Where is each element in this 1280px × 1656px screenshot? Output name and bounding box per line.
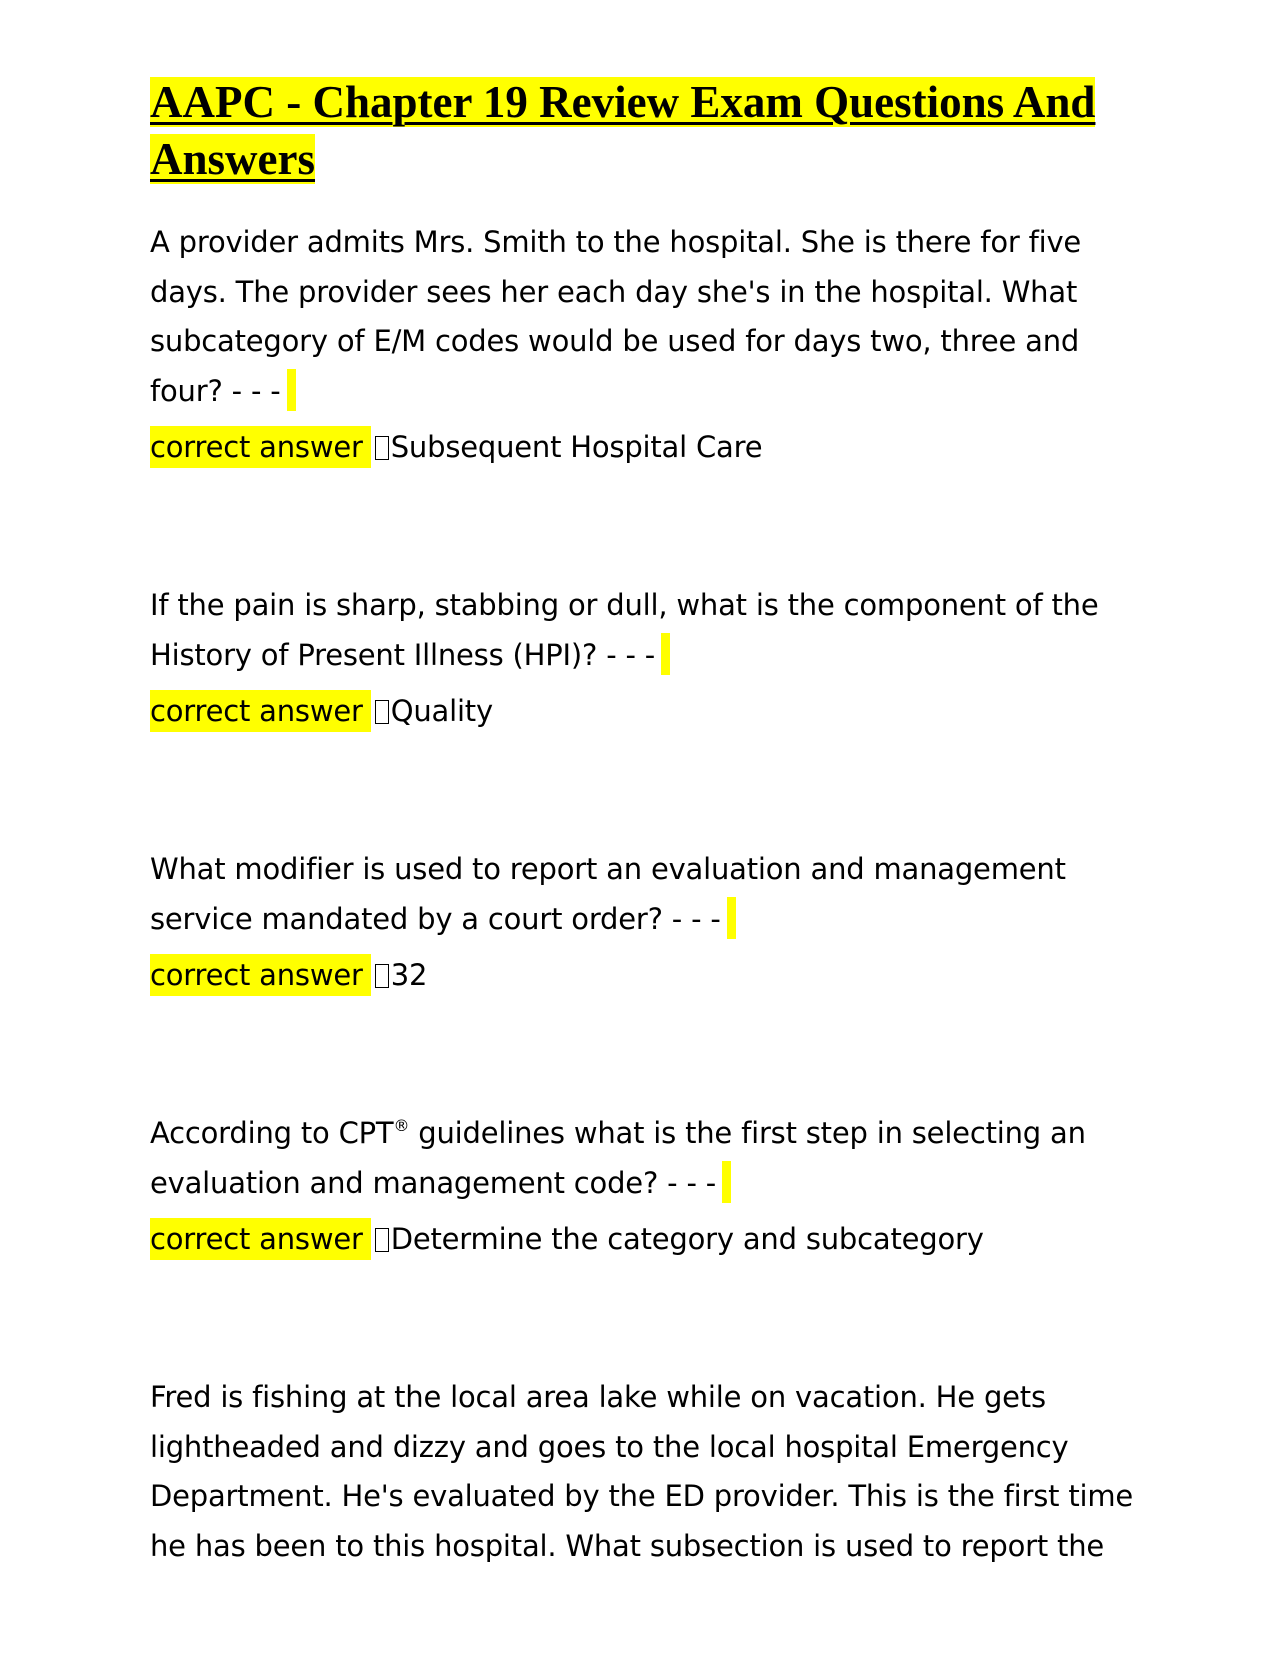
missing-glyph-icon [375,1228,389,1252]
missing-glyph-icon [375,700,389,724]
question-text: Fred is fishing at the local area lake while on vacation. He gets lightheaded and dizzy and goes to the local hospital Emergency Department. He's evaluated by the ED provider. This is the first time he has been to this hospital. What subsection is used to report the [150,1380,1134,1563]
missing-glyph-icon [375,436,389,460]
qa-item-5 [150,1373,1140,1571]
question-text: What modifier is used to report an evaluation and management service mandated by a court order? - - - [150,845,1140,944]
document-title: AAPC - Chapter 19 Review Exam Questions And Answers [150,77,1096,184]
qa-item-4 [150,1109,1140,1264]
answer-line [150,422,1140,472]
answer-text: 32 [390,958,428,992]
answer-label: correct answer [150,690,371,732]
answer-label: correct answer [150,426,371,468]
answer-line [150,1214,1140,1264]
answer-text: Quality [390,694,493,728]
answer-line [150,950,1140,1000]
question-text: If the pain is sharp, stabbing or dull, what is the component of the History of Present Illness (HPI)? - - - [150,581,1140,680]
highlight-marker [722,1161,731,1203]
missing-glyph-icon [375,964,389,988]
qa-item-3 [150,845,1140,1000]
highlight-marker [661,633,670,675]
registered-mark: ® [393,1116,410,1135]
answer-label: correct answer [150,1218,371,1260]
answer-text: Subsequent Hospital Care [390,430,763,464]
qa-item-1 [150,218,1140,472]
highlight-marker [287,369,296,411]
answer-line [150,686,1140,736]
answer-label: correct answer [150,954,371,996]
answer-text: Determine the category and subcategory [390,1222,984,1256]
qa-item-2 [150,581,1140,736]
question-text: A provider admits Mrs. Smith to the hospital. She is there for five days. The provider sees her each day she's in the hospital. What subcategory of E/M codes would be used for days two, three and four? - - - [150,218,1140,416]
highlight-marker [727,897,736,939]
document-page [150,74,1140,1571]
question-text: According to CPT® guidelines what is the first step in selecting an evaluation and management code? - - - [150,1109,1140,1208]
